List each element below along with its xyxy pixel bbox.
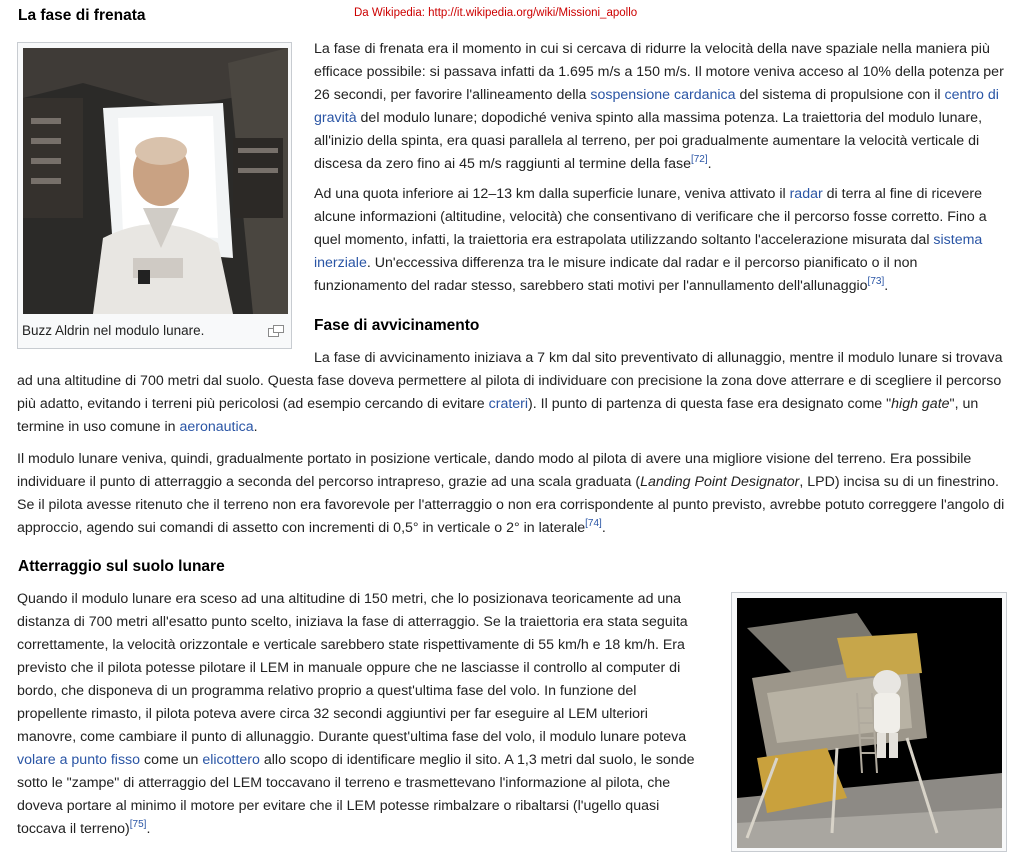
source-note: Da Wikipedia: http://it.wikipedia.org/wiki/Missioni_apollo (354, 7, 638, 19)
link-sistema-inerziale[interactable]: sistema inerziale (314, 232, 983, 271)
link-aeronautica[interactable]: aeronautica (179, 419, 254, 435)
section-heading-frenata: La fase di frenata (18, 7, 146, 24)
section-heading-atterraggio: Atterraggio sul suolo lunare (18, 558, 225, 575)
reference-75[interactable]: [75] (129, 819, 147, 830)
image-thumbnail-lem (731, 592, 1007, 852)
paragraph: La fase di frenata era il momento in cui si cercava di ridurre la velocità della nave spaziale nella maniera più efficace possibile: si passava infatti da 1.695 m/s a 150 m/s. Il motore veniva acceso al 10% della potenza per 26 secondi, per favorire l'allineamento della sospensione cardanica del sistema di propulsione con il centro di gravità del modulo lunare; dopodiché veniva spinto alla massima potenza. La traiettoria del modulo lunare, all'inizio della spinta, era quasi parallela al terreno, per poi gradualmente aumentare la velocità verticale di discesa da zero fino ai 45 m/s raggiunti al termine della fase[72]. (314, 41, 1004, 172)
magnify-icon[interactable] (268, 325, 284, 337)
link-centro-di-gravita[interactable]: centro di gravità (314, 87, 999, 126)
reference-72[interactable]: [72] (690, 154, 708, 165)
paragraph: Quando il modulo lunare era sceso ad una altitudine di 150 metri, che lo posizionava teoricamente ad una distanza di 700 metri all'esatto punto scelto, iniziava la fase di atterraggio. Se la traiettoria era stata seguita correttamente, la velocità orizzontale e verticale sarebbero state rispettivamente di 55 km/h e 18 km/h. Era previsto che il pilota potesse pilotare il LEM in manuale oppure che ne lasciasse il controllo al computer di bordo, che disponeva di un programma relativo proprio a quest'ultima fase del volo. In funzione del propellente rimasto, il pilota poteva avere circa 32 secondi aggiuntivi per far eseguire al LEM ulteriori manovre, come cambiare il punto di allunaggio. Durante quest'ultima fase del volo, il modulo lunare poteva volare a punto fisso come un elicottero allo scopo di identificare meglio il sito. A 1,3 metri dal suolo, le sonde sotto le "zampe" di atterraggio del LEM toccavano il terreno e trasmettevano l'informazione al pilota, che doveva portare al minimo il motore per evitare che il LEM potesse rimbalzare o ribaltarsi (l'ugello quasi toccava il terreno)[75]. (17, 591, 695, 837)
photo-lunar-module-on-surface[interactable] (737, 598, 1002, 848)
paragraph: Il modulo lunare veniva, quindi, gradualmente portato in posizione verticale, dando modo al pilota di avere una migliore visione del terreno. Era possibile individuare il punto di atterraggio a seconda del percorso intrapreso, grazie ad una scala graduata (Landing Point Designator, LPD) incisa su di un finestrino. Se il pilota avesse ritenuto che il terreno non era favorevole per l'atterraggio o non era corrispondente al punto previsto, avrebbe potuto correggere l'angolo di approccio, agendo sui comandi di assetto con incrementi di 0,5° in verticale o 2° in laterale[74]. (17, 451, 1005, 536)
link-elicottero[interactable]: elicottero (202, 752, 260, 768)
section-heading-avvicinamento: Fase di avvicinamento (314, 317, 480, 334)
paragraph: Ad una quota inferiore ai 12–13 km dalla superficie lunare, veniva attivato il radar di terra al fine di ricevere alcune informazioni (altitudine, velocità) che consentivano di verificare che il percorso fosse corretto. Fino a quel momento, infatti, la traiettoria era estrapolata utilizzando soltanto l'accelerazione misurata dal sistema inerziale. Un'eccessiva differenza tra le misure indicate dal radar e il percorso pianificato o il non funzionamento del radar stesso, sarebbero stati motivi per l'annullamento dell'allunaggio[73]. (314, 186, 987, 294)
paragraph: La fase di avvicinamento iniziava a 7 km dal sito preventivato di allunaggio, mentre il modulo lunare si trovava ad una altitudine di 700 metri dal suolo. Questa fase doveva permettere al pilota di individuare con precisione la zona dove atterrare e di scegliere il percorso più adatto, evitando i terreni più pericolosi (ad esempio cercando di evitare crateri). Il punto di partenza di questa fase era designato come "high gate", un termine in uso comune in aeronautica. (17, 350, 1003, 435)
image-caption: Buzz Aldrin nel modulo lunare. (22, 323, 205, 338)
reference-73[interactable]: [73] (867, 276, 885, 287)
photo-aldrin-in-lunar-module[interactable] (23, 48, 288, 314)
link-radar[interactable]: radar (789, 186, 823, 202)
image-thumbnail-aldrin (17, 42, 292, 349)
link-volare-a-punto-fisso[interactable]: volare a punto fisso (17, 752, 141, 768)
reference-74[interactable]: [74] (585, 518, 602, 529)
link-sospensione-cardanica[interactable]: sospensione cardanica (590, 87, 736, 103)
link-crateri[interactable]: crateri (488, 396, 529, 412)
